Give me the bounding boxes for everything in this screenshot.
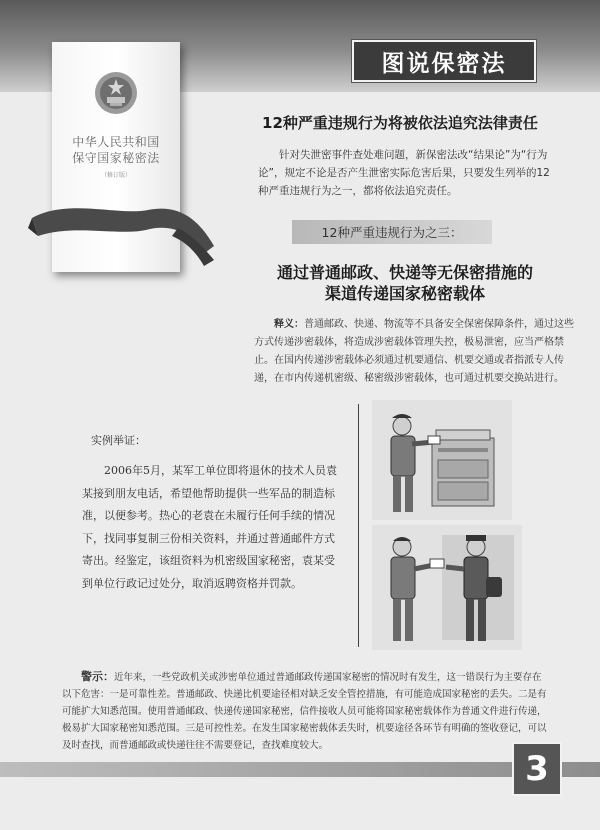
national-emblem-icon (93, 70, 139, 116)
warning-text: 近年来，一些党政机关或涉密单位通过普通邮政传递国家秘密的情况时有发生，这一错误行为主要存在以下危害：一是可靠性差。普通邮政、快递比机要途径相对缺乏安全管控措施，有可能造成国家秘密的丢失。二是有可能扩大知悉范围。使用普通邮政、快递传递国家秘密，信件接收人员可能将国家秘密载体作为普通文件进行传递，极易扩大国家秘密知悉范围。三是可控性差。在发生国家秘密载体丢失时，机要途径各环节有明确的签收登记，可以及时查找，而普通邮政或快递往往不需要登记，查找难度较大。 (62, 672, 547, 751)
book-title: 中华人民共和国 保守国家秘密法 (72, 135, 160, 165)
example-label: 实例举证： (91, 434, 146, 447)
intro-paragraph: 针对失泄密事件查处难问题，新保密法改“结果论”为“行为论”，规定不论是否产生泄密实际危害后果，只要发生列举的12种严重违规行为之一，都将依法追究责任。 (258, 149, 550, 197)
explanation-text: 普通邮政、快递、物流等不具备安全保密保障条件，通过这些方式传递涉密载体，将造成涉密载体管理失控，极易泄密，应当严格禁止。在国内传递涉密载体必须通过机要通信、机要交通或者指派专人传递，在市内传递机密级、秘密级涉密载体，也可通过机要交换站进行。 (254, 319, 574, 384)
section-title-box (352, 40, 536, 82)
main-title: 通过普通邮政、快递等无保密措施的 渠道传递国家秘密载体 (276, 263, 533, 303)
headline: 12种严重违规行为将被依法追究法律责任 (262, 114, 538, 132)
example-paragraph: 2006年5月，某军工单位即将退休的技术人员袁某接到朋友电话，希望他帮助提供一些军品的制造标准，以便参考。热心的老袁在未履行任何手续的情况下，找同事复制三份相关资料，并通过普通邮件方式寄出。经鉴定，该组资料为机密级国家秘密，袁某受到单位行政记过处分，取消返聘资格并罚款。 (82, 464, 337, 590)
page-number-box (512, 742, 562, 796)
book-edition: （修订版） (100, 172, 131, 179)
man-handing-letter-to-postman-illustration (372, 525, 522, 650)
page-number: 3 (525, 749, 549, 789)
subhead-bar (292, 220, 492, 244)
man-at-copier-illustration (372, 400, 512, 520)
subhead-text: 12种严重违规行为之三： (321, 225, 463, 240)
explanation-paragraph (254, 316, 574, 388)
warning-paragraph (62, 668, 548, 754)
footer-band (0, 762, 600, 777)
explanation-label: 释义： (274, 319, 304, 330)
vertical-divider (358, 404, 359, 647)
ribbon-decoration (28, 188, 218, 268)
warning-label: 警示： (81, 670, 114, 683)
section-title: 图说保密法 (381, 50, 507, 77)
